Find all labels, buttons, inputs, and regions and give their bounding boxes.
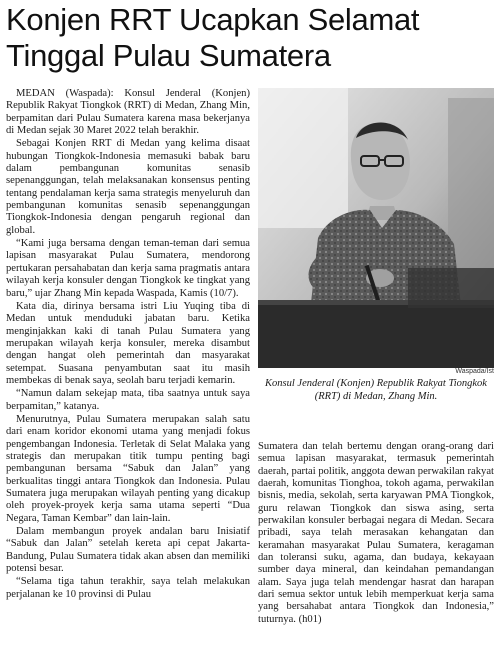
speaker-photo-illustration xyxy=(258,88,494,368)
article-paragraph: “Kami juga bersama dengan teman-teman dari semua lapisan masyarakat Pulau Sumatera, mendorong pertukaran persahabatan dan kerja sama pragmatis antara wilayah kerja konsuler dengan Tiongkok ke tingkat yang baru,” ujar Zhang Min kepada Waspada, Kamis (10/7). xyxy=(6,238,250,299)
article-paragraph: Kata dia, dirinya bersama istri Liu Yuqing tiba di Medan untuk menduduki jabatan baru. Ketika menginjakkan kaki di tanah Pulau Sumatera yang merupakan wilayah kerja konsuler, mereka disambut dengan hangat oleh pemerintah dan masyarakat setempat. Suasana penyambutan saat itu masih membekas di benak saya, seolah baru terjadi kemarin. xyxy=(6,300,250,386)
news-photo xyxy=(258,88,494,368)
article-column-right xyxy=(258,441,494,626)
article-paragraph: “Selama tiga tahun terakhir, saya telah melakukan perjalanan ke 10 provinsi di Pulau xyxy=(6,576,250,600)
photo-caption: Konsul Jenderal (Konjen) Republik Rakyat Tiongkok (RRT) di Medan, Zhang Min. xyxy=(265,378,487,402)
photo-credit: Waspada/Ist xyxy=(455,368,494,375)
article-headline: Konjen RRT Ucapkan Selamat Tinggal Pulau Sumatera xyxy=(6,2,420,73)
article-column-left xyxy=(6,88,250,601)
article-paragraph: MEDAN (Waspada): Konsul Jenderal (Konjen) Republik Rakyat Tiongkok (RRT) di Medan, Zhang Min, berpamitan dari Pulau Sumatera karena masa bekerjanya di Medan sejak 30 Maret 2022 telah berakhir. xyxy=(6,88,250,137)
article-paragraph: Sumatera dan telah bertemu dengan orang-orang dari semua lapisan masyarakat, termasuk pemerintah daerah, partai politik, anggota dewan perwakilan rakyat daerah, komunitas Tionghoa, tokoh agama, perwakilan bisnis, media, sekolah, serta karyawan PMA Tiongkok, guru relawan Tiongkok dan siswa asing, serta perwakilan konsuler berbagai negara di Medan. Secara pribadi, saya telah merasakan kehangatan dan keramahan masyarakat Pulau Sumatera, keragaman dan toleransi suku, agama, dan budaya, kekayaan sumber daya mineral, dan keindahan pemandangan alam. Saya juga telah mendengar hasrat dan harapan dari semua sektor untuk lebih memperkuat kerja sama yang bersahabat antara Tiongkok dan Indonesia,” tuturnya. (h01) xyxy=(258,441,494,625)
article-paragraph: Menurutnya, Pulau Sumatera merupakan salah satu dari enam koridor ekonomi utama yang menjadi fokus pengembangan Indonesia. Terletak di Selat Malaka yang strategis dan merupakan titik tumpu penting bagi pembangunan bersama “Sabuk dan Jalan” yang berkualitas tinggi antara Tiongkok dan Indonesia. Pulau Sumatera juga merupakan wilayah penting yang dicakup oleh proyek-proyek kerja sama utama seperti “Dua Negara, Taman Kembar” dan lain-lain. xyxy=(6,413,250,524)
article-paragraph: “Namun dalam sekejap mata, tiba saatnya untuk saya berpamitan,” katanya. xyxy=(6,388,250,412)
article-paragraph: Dalam membangun proyek andalan baru Inisiatif “Sabuk dan Jalan” setelah kereta api cepat Jakarta-Bandung, Pulau Sumatera tidak akan absen dan memiliki potensi besar. xyxy=(6,526,250,575)
article-paragraph: Sebagai Konjen RRT di Medan yang kelima disaat hubungan Tiongkok-Indonesia memasuki babak baru dalam pembangunan komunitas senasib sepenanggungan, telah melaksanakan konsensus penting tentang pendalaman kerja sama strategis menyeluruh dan pembangunan komunitas senasib sepenanggungan Tiongkok-Indonesia dengan pengaruh regional dan global. xyxy=(6,138,250,236)
